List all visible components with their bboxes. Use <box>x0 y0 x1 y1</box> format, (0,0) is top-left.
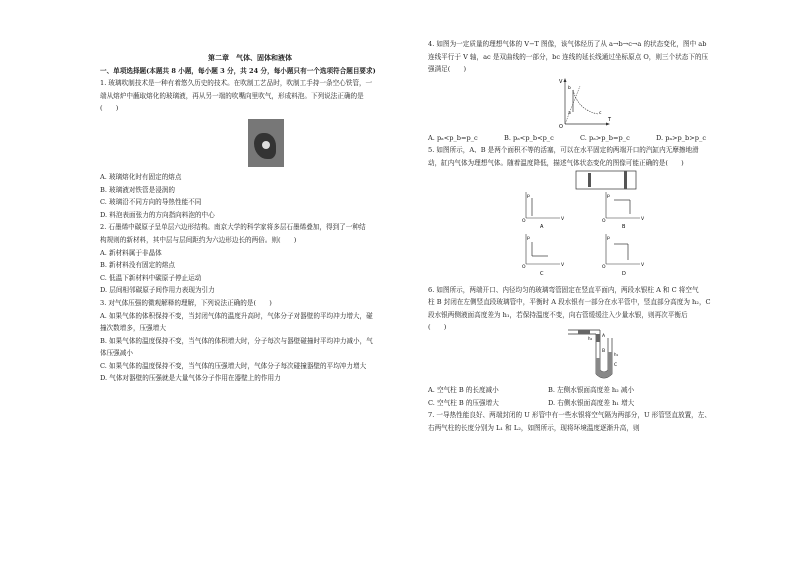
point-c-label: c <box>599 110 602 116</box>
q1-line-2: 端从熔炉中蘸取熔化的玻璃液，再从另一端的吹嘴向里吹气，形成料泡。下列说法正确的是 <box>100 91 364 100</box>
q6-options-row-1 <box>428 384 750 397</box>
q4-line-3: 强满足( ) <box>428 65 467 74</box>
q1-option-a: A. 玻璃熔化时有固定的熔点 <box>100 172 182 181</box>
q2-option-c: C. 低温下新材料中碳原子停止运动 <box>100 273 202 282</box>
q6-option-d: D. 右侧水银面高度差 h₁ 增大 <box>548 398 635 407</box>
q2-line-2: 构规则的新材料，其中层与层间距约为六边形边长的两倍。则( ) <box>100 235 297 244</box>
label-h2: h₂ <box>588 335 593 341</box>
graph-b-label: B <box>622 223 626 230</box>
q4-option-b: B. pₐ<p_b<p_c <box>504 133 554 142</box>
q3-option-a-2: 撞次数增多，压强增大 <box>100 324 166 333</box>
q2-option-a: A. 新材料属于非晶体 <box>100 248 162 257</box>
q6-line-3: 段水银两侧液面高度差为 h₁，若保持温度不变，向右管缓缓注入少量水银，则再次平衡后 <box>428 310 688 319</box>
graph-d-o-label: O <box>602 264 606 270</box>
mercury-a-vertical <box>596 334 600 342</box>
q3-option-d: D. 气体对器壁的压强就是大量气体分子作用在器壁上的作用力 <box>100 374 281 383</box>
q4-options <box>428 132 750 145</box>
graph-b <box>602 192 645 230</box>
section-header: 一、单项选择题(本题共 8 小题，每小题 3 分，共 24 分，每小题只有一个选项符合题目要求) <box>100 66 376 75</box>
graph-b-p-label: p <box>607 193 610 199</box>
q7-line-2: 右两气柱的长度分别为 L₁ 和 L₂，如图所示，现将环境温度逐渐升高，则 <box>428 423 640 432</box>
label-c: C <box>614 362 618 368</box>
q6-line-4: ( ) <box>428 323 447 332</box>
graph-c <box>522 234 565 277</box>
graph-b-o-label: O <box>602 218 606 224</box>
q6-options-row-2 <box>428 397 750 410</box>
q3-option-c: C. 如果气体的温度保持不变，当气体的压强增大时，气体分子每次碰撞器壁的平均冲力增大 <box>100 361 367 370</box>
left-column <box>100 52 400 385</box>
label-a: A <box>602 333 606 339</box>
t-axis-label: T <box>608 116 612 123</box>
right-column <box>428 38 750 434</box>
q6-option-a: A. 空气柱 B 的长度减小 <box>428 385 499 394</box>
q3-option-a-1: A. 如果气体的体积保持不变，当封闭气体的温度升高时，气体分子对器壁的平均冲力增大，碰 <box>100 311 373 320</box>
graph-c-v-label: V <box>561 262 565 268</box>
piston-a <box>588 173 591 187</box>
q1-line-3: ( ) <box>100 104 119 113</box>
graph-d-p-label: p <box>607 235 610 241</box>
graph-b-v-label: V <box>641 216 645 222</box>
q7-line-1: 7. 一导热性能良好、两端封闭的 U 形管中有一些水银将空气隔为两部分，U 形管竖直放置，左、 <box>428 411 711 420</box>
q6-line-2: 柱 B 封闭在左侧竖直段玻璃管中，平衡时 A 段水银有一部分在水平管中，竖直部分高度为 h₂，C <box>428 298 711 307</box>
graph-d-label: D <box>622 270 626 277</box>
q6-line-1: 6. 如图所示，两端开口、内径均匀的玻璃弯管固定在竖直平面内，两段水银柱 A 和 C 将空气 <box>428 285 699 294</box>
q3-line-1: 3. 对气体压强的微观解释的理解，下列说法正确的是( ) <box>100 298 272 307</box>
glassblowing-photo <box>248 119 284 167</box>
q5-line-1: 5. 如图所示，A、B 是两个面积不等的活塞，可以在水平固定的两端开口的汽缸内无摩擦地滑 <box>428 146 699 155</box>
graph-a-label: A <box>540 223 544 230</box>
q4-vt-graph <box>428 76 750 128</box>
point-b-label: b <box>568 85 571 91</box>
mercury-c <box>596 352 612 378</box>
graph-c-o-label: O <box>522 264 526 270</box>
q6-tube-figure <box>428 324 750 380</box>
q2-line-1: 2. 石墨烯中碳原子呈单层六边形结构。南京大学的科学家将多层石墨烯叠加，得到了一种结 <box>100 223 366 232</box>
q3-option-b-1: B. 如果气体的温度保持不变，当气体的体积增大时，分子每次与器壁碰撞时平均冲力减小，气 <box>100 336 373 345</box>
label-h1: h₁ <box>614 351 619 357</box>
graph-c-p-label: p <box>527 235 530 241</box>
molten-glass <box>262 141 270 149</box>
v-axis-label: V <box>559 78 563 85</box>
graph-d <box>602 234 645 277</box>
q6-option-b: B. 左侧水银面高度差 h₂ 减小 <box>548 385 635 394</box>
q4-option-c: C. pₐ>p_b=p_c <box>580 133 630 142</box>
label-b: B <box>602 348 606 354</box>
bc-extension <box>565 86 580 124</box>
q1-option-b: B. 玻璃液对铁管是浸润的 <box>100 185 175 194</box>
piston-b <box>624 171 627 189</box>
graph-c-label: C <box>540 270 544 277</box>
q6-option-c: C. 空气柱 B 的压强增大 <box>428 398 499 407</box>
chapter-title: 第二章 气体、固体和液体 <box>208 53 292 62</box>
q2-option-d: D. 层间相邻碳原子间作用力表现为引力 <box>100 286 215 295</box>
q3-option-b-2: 体压强减小 <box>100 349 133 358</box>
q2-option-b: B. 新材料没有固定的熔点 <box>100 261 175 270</box>
origin-label: O <box>559 123 563 128</box>
q5-figure <box>428 170 750 280</box>
q4-line-2: 连线平行于 V 轴，ac 是双曲线的一部分，bc 连线的延长线通过坐标原点 O，则三个状态下的压 <box>428 52 709 61</box>
q1-option-d: D. 料泡表面张力的方向指向料泡的中心 <box>100 210 215 219</box>
q5-line-2: 动，缸内气体为理想气体。随着温度降低，描述气体状态变化的图像可能正确的是( ) <box>428 158 684 167</box>
q1-line-1: 1. 玻璃吹制技术是一种有着悠久历史的技术。在吹制工艺品时，吹制工手持一条空心铁管，一 <box>100 79 373 88</box>
q4-line-1: 4. 如图为一定质量的理想气体的 V−T 图像，该气体经历了从 a→b→c→a 的状态变化，图中 ab <box>428 40 707 48</box>
q4-option-a: A. pₐ<p_b=p_c <box>428 133 478 142</box>
graph-a <box>522 192 565 230</box>
graph-d-v-label: V <box>641 262 645 268</box>
point-a-label: a <box>568 110 571 116</box>
graph-a-o-label: O <box>522 218 526 224</box>
q1-option-c: C. 玻璃沿不同方向的导热性能不同 <box>100 198 202 207</box>
mercury-a-horizontal <box>578 330 590 334</box>
u-tube-inner <box>600 338 608 372</box>
graph-a-v-label: V <box>561 216 565 222</box>
graph-a-p-label: p <box>527 193 530 199</box>
q4-option-d: D. pₐ>p_b>p_c <box>656 133 707 142</box>
v-axis-arrow <box>564 78 567 82</box>
